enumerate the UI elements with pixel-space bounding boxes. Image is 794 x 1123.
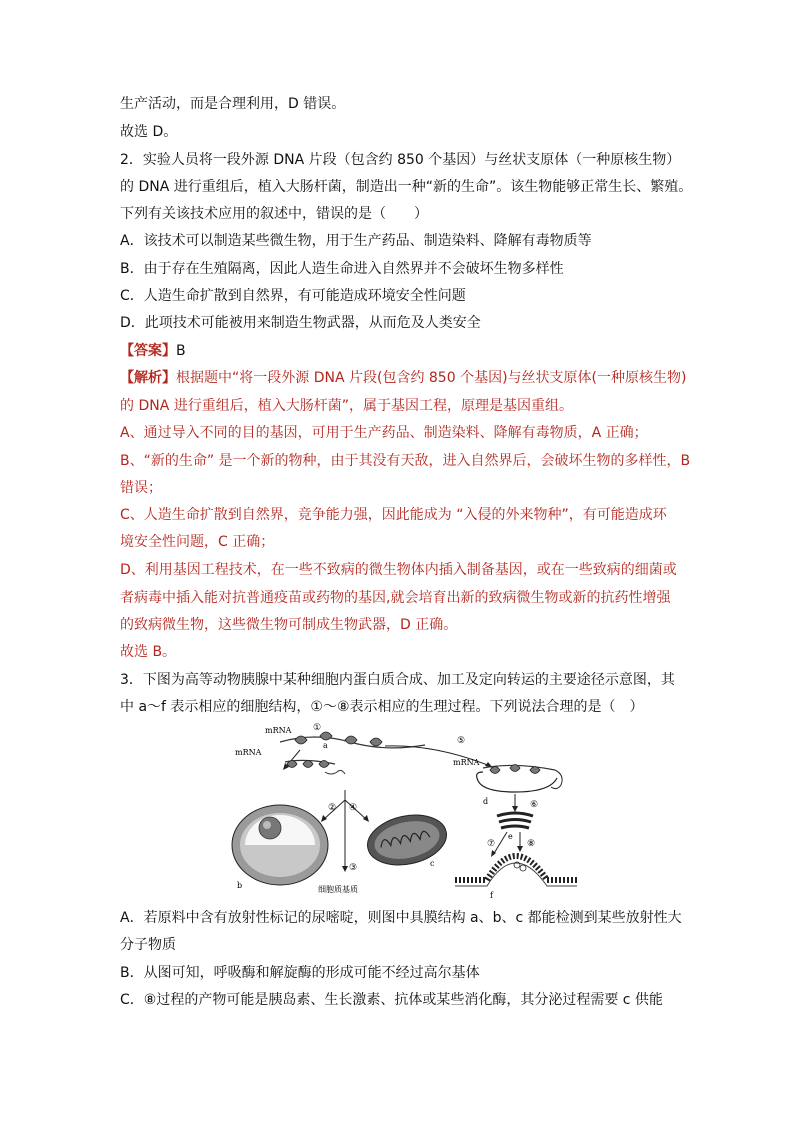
q3-option-a-line-2: 分子物质 — [120, 937, 176, 953]
q2-stem-line-2: 的 DNA 进行重组后，植入大肠杆菌，制造出一种“新的生命”。该生物能够正常生长、繁殖。 — [120, 179, 693, 195]
nucleus-structure — [232, 805, 328, 885]
label-process-8: ⑧ — [527, 839, 536, 849]
analysis-label: 【解析】 — [120, 370, 176, 386]
label-b: b — [237, 881, 243, 890]
cell-pathway-diagram — [225, 720, 580, 900]
er-membrane — [477, 778, 557, 792]
q2-analysis-line-5: 错误； — [120, 480, 162, 496]
q2-stem-line-1: 2．实验人员将一段外源 DNA 片段（包含约 850 个基因）与丝状支原体（一种原核生物） — [120, 152, 681, 168]
ribosome-left — [287, 761, 329, 768]
label-mrna-left: mRNA — [235, 748, 262, 757]
q2-conclusion: 故选 B。 — [120, 644, 177, 660]
q2-analysis-line-10: 的致病微生物，这些微生物可制成生物武器，D 正确。 — [120, 617, 458, 633]
q2-option-d: D．此项技术可能被用来制造生物武器，从而危及人类安全 — [120, 315, 481, 331]
label-process-7: ⑦ — [487, 839, 496, 849]
label-process-2: ② — [328, 803, 337, 813]
mitochondrion-structure — [363, 808, 451, 872]
label-process-5: ⑤ — [457, 736, 466, 746]
q2-analysis-line-2: 的 DNA 进行重组后，植入大肠杆菌”，属于基因工程，原理是基因重组。 — [120, 398, 573, 414]
label-a: a — [323, 741, 328, 750]
q3-stem-line-2: 中 a～f 表示相应的细胞结构，①～⑧表示相应的生理过程。下列说法合理的是（ ） — [120, 699, 644, 715]
label-c: c — [430, 859, 435, 868]
q2-option-c: C．人造生命扩散到自然界，有可能造成环境安全性问题 — [120, 288, 466, 304]
q2-analysis-line-9: 者病毒中插入能对抗普通疫苗或药物的基因,就会培育出新的致病微生物或新的抗药性增强 — [120, 590, 671, 606]
q2-analysis-line-8: D、利用基因工程技术，在一些不致病的微生物体内插入制备基因，或在一些致病的细菌或 — [120, 562, 677, 578]
answer-value: B — [176, 343, 186, 359]
cell-membrane — [455, 856, 577, 886]
label-process-1: ① — [313, 723, 322, 733]
q2-option-a: A．该技术可以制造某些微生物，用于生产药品、制造染料、降解有毒物质等 — [120, 233, 592, 249]
golgi-structure — [497, 813, 533, 828]
q2-analysis-line-7: 境安全性问题，C 正确； — [120, 534, 275, 550]
prev-conclusion: 故选 D。 — [120, 124, 178, 140]
label-mrna-top: mRNA — [265, 726, 292, 735]
q2-analysis-line-6: C、人造生命扩散到自然界，竞争能力强，因此能成为 “入侵的外来物种”，有可能造成环 — [120, 507, 667, 523]
label-f: f — [490, 891, 493, 900]
q2-option-b: B．由于存在生殖隔离，因此人造生命进入自然界并不会破坏生物多样性 — [120, 261, 564, 277]
q3-stem-line-1: 3．下图为高等动物胰腺中某种细胞内蛋白质合成、加工及定向转运的主要途径示意图，其 — [120, 672, 675, 688]
q2-stem-line-3: 下列有关该技术应用的叙述中，错误的是（ ） — [120, 206, 428, 222]
q2-analysis-line-4: B、“新的生命” 是一个新的物种，由于其没有天敌，进入自然界后，会破坏生物的多样性，B — [120, 453, 691, 469]
label-d: d — [483, 797, 489, 806]
label-process-3: ③ — [349, 863, 358, 873]
q3-option-b: B．从图可知，呼吸酶和解旋酶的形成可能不经过高尔基体 — [120, 965, 480, 981]
label-cytosol: 细胞质基质 — [318, 885, 358, 894]
label-process-6: ⑥ — [530, 800, 539, 810]
q2-analysis-line-1: 【解析】根据题中“将一段外源 DNA 片段(包含约 850 个基因)与丝状支原体(一种原核生物) — [120, 370, 687, 386]
label-mrna-right: mRNA — [453, 758, 480, 767]
answer-label: 【答案】 — [120, 343, 176, 359]
prev-answer-line: 生产活动，而是合理利用，D 错误。 — [120, 96, 346, 112]
q3-option-a-line-1: A．若原料中含有放射性标记的尿嘧啶，则图中具膜结构 a、b、c 都能检测到某些放射性大 — [120, 910, 682, 926]
q2-answer — [120, 341, 186, 361]
label-e: e — [508, 832, 513, 841]
q3-option-c: C．⑧过程的产物可能是胰岛素、生长激素、抗体或某些消化酶，其分泌过程需要 c 供能 — [120, 992, 663, 1008]
label-process-4: ④ — [349, 803, 358, 813]
q2-analysis-line-3: A、通过导入不同的目的基因，可用于生产药品、制造染料、降解有毒物质，A 正确； — [120, 425, 648, 441]
